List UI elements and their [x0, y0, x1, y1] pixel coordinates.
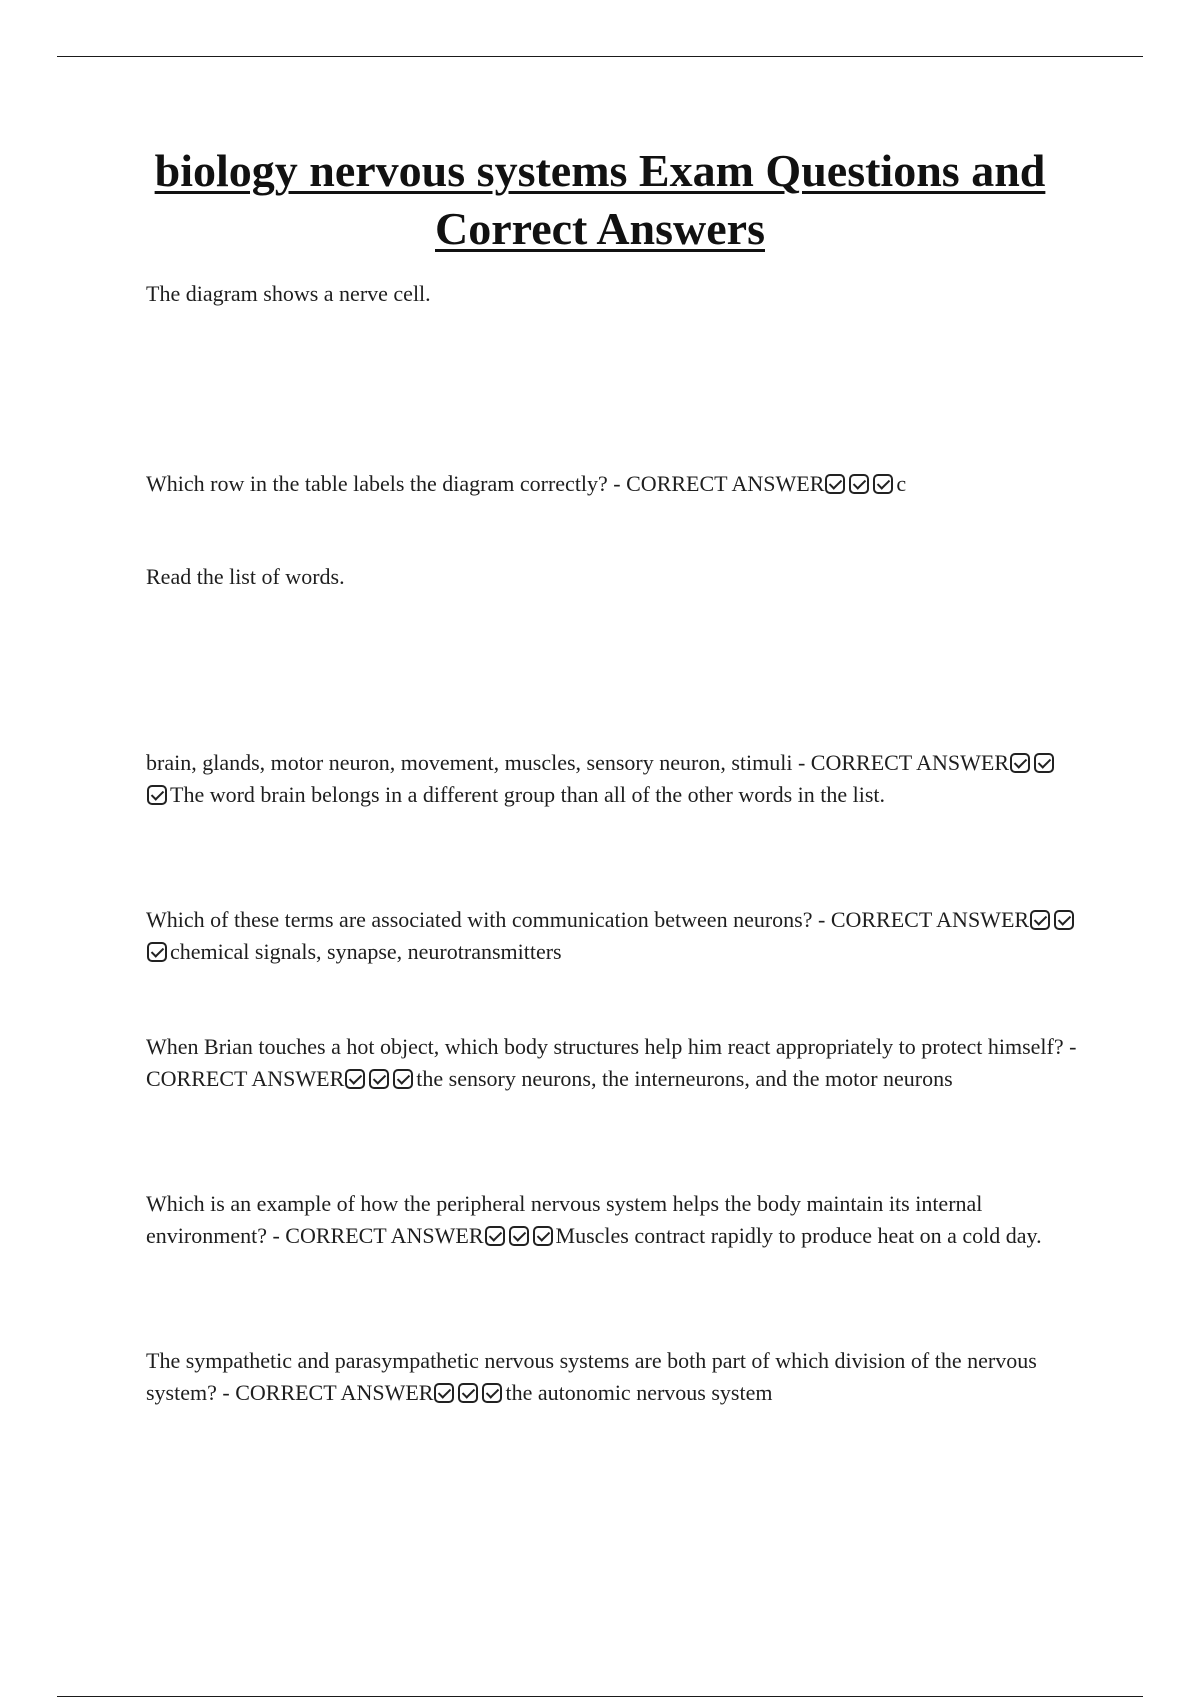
question-text: When Brian touches a hot object, which body structures help him react appropriately to protect himself? - CORRECT ANSWER: [146, 1034, 1077, 1091]
checkbox-icon: [147, 785, 167, 805]
checkbox-icon: [369, 1069, 389, 1089]
word-list-intro: [146, 561, 1080, 593]
checkbox-icon: [458, 1383, 478, 1403]
checkbox-icon: [147, 942, 167, 962]
checkbox-icon: [825, 474, 845, 494]
checkbox-icon: [849, 474, 869, 494]
qa-item-4: [146, 1031, 1080, 1095]
page-title-text: biology nervous systems Exam Questions and Correct Answers: [154, 145, 1046, 254]
answer-text: c: [896, 471, 907, 496]
answer-text: the sensory neurons, the interneurons, and the motor neurons: [416, 1066, 953, 1091]
checkbox-icon: [482, 1383, 502, 1403]
answer-text: chemical signals, synapse, neurotransmitters: [170, 939, 562, 964]
qa-item-6: [146, 1345, 1080, 1409]
question-text: The sympathetic and parasympathetic nervous systems are both part of which division of the nervous system? - CORRECT ANSWER: [146, 1348, 1037, 1405]
qa-item-1: [146, 468, 1080, 500]
checkbox-icon: [533, 1226, 553, 1246]
checkbox-icon: [1054, 910, 1074, 930]
answer-text: Muscles contract rapidly to produce heat on a cold day.: [555, 1223, 1042, 1248]
question-text: Which row in the table labels the diagram correctly? - CORRECT ANSWER: [146, 471, 825, 496]
checkbox-icon: [1030, 910, 1050, 930]
checkbox-icon: [509, 1226, 529, 1246]
checkbox-icon: [1010, 753, 1030, 773]
qa-item-3: [146, 904, 1080, 968]
question-text: brain, glands, motor neuron, movement, muscles, sensory neuron, stimuli - CORRECT ANSWER: [146, 750, 1010, 775]
checkbox-icon: [345, 1069, 365, 1089]
qa-item-5: [146, 1188, 1080, 1252]
intro-text: Read the list of words.: [146, 564, 345, 589]
bottom-divider: [57, 1696, 1143, 1697]
checkbox-icon: [434, 1383, 454, 1403]
checkbox-icon: [873, 474, 893, 494]
question-text: Which is an example of how the peripheral nervous system helps the body maintain its internal environment? - CORRECT ANSWER: [146, 1191, 983, 1248]
intro-paragraph: [146, 278, 1080, 310]
answer-text: the autonomic nervous system: [505, 1380, 773, 1405]
checkbox-icon: [393, 1069, 413, 1089]
intro-text: The diagram shows a nerve cell.: [146, 281, 431, 306]
checkbox-icon: [485, 1226, 505, 1246]
answer-text: The word brain belongs in a different group than all of the other words in the list.: [170, 782, 886, 807]
qa-item-2: [146, 747, 1080, 811]
checkbox-icon: [1034, 753, 1054, 773]
question-text: Which of these terms are associated with communication between neurons? - CORRECT ANSWER: [146, 907, 1030, 932]
page-title: [120, 142, 1080, 258]
top-divider: [57, 56, 1143, 57]
